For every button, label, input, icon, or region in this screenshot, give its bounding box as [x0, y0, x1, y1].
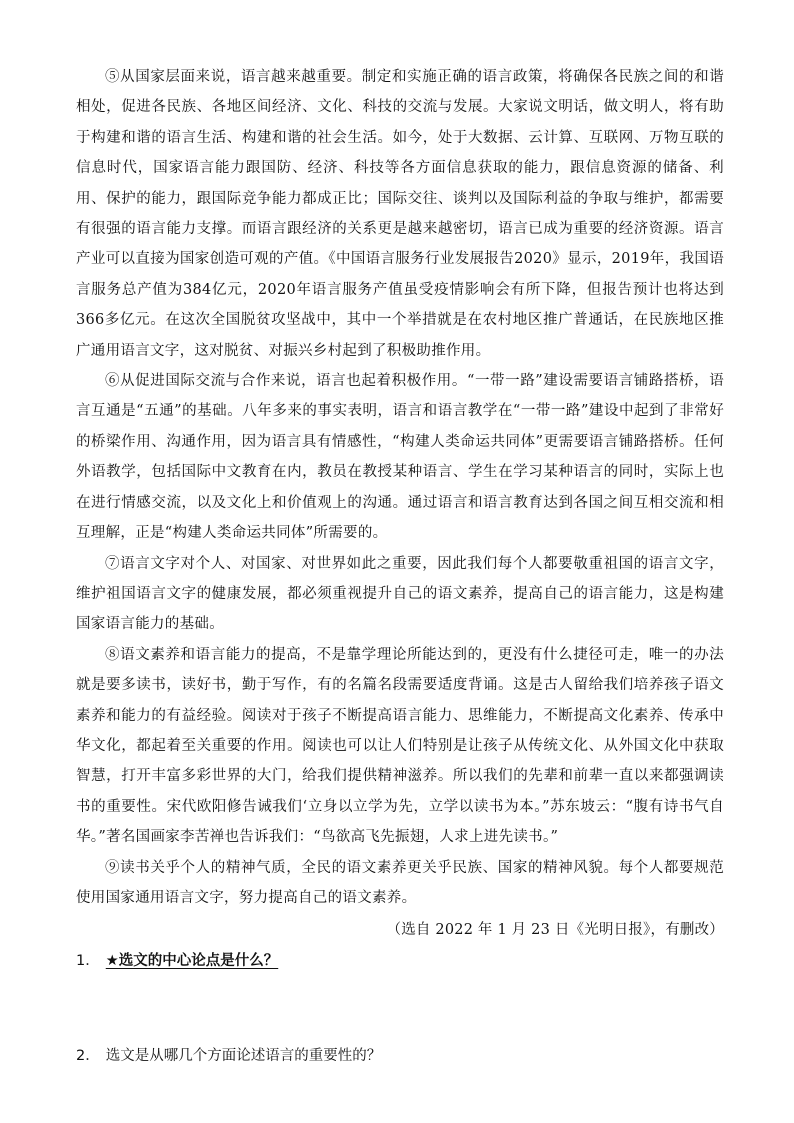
- question-2-number: 2．: [76, 1048, 100, 1065]
- paragraph-7: ⑦语言文字对个人、对国家、对世界如此之重要，因此我们每个人都要敬重祖国的语言文字，维护祖国语言文字的健康发展，都必须重视提升自己的语文素养，提高自己的语言能力，这是构建国家语言能力的基础。: [76, 555, 724, 633]
- paragraph-5: ⑤从国家层面来说，语言越来越重要。制定和实施正确的语言政策，将确保各民族之间的和谐相处，促进各民族、各地区间经济、文化、科技的交流与发展。大家说文明话，做文明人，将有助于构建和谐的语言生活、构建和谐的社会生活。如今，处于大数据、云计算、互联网、万物互联的信息时代，国家语言能力跟国防、经济、科技等各方面信息获取的能力，跟信息资源的储备、利用、保护的能力，跟国际竞争能力都成正比；国际交往、谈判以及国际利益的争取与维护，都需要有很强的语言能力支撑。而语言跟经济的关系更是越来越密切，语言已成为重要的经济资源。语言产业可以直接为国家创造可观的产值。《中国语言服务行业发展报告2020》显示，2019年，我国语言服务总产值为384亿元，2020年语言服务产值虽受疫情影响会有所下降，但报告预计也将达到366多亿元。在这次全国脱贫攻坚战中，其中一个举措就是在农村地区推广普通话，在民族地区推广通用语言文字，这对脱贫、对振兴乡村起到了积极助推作用。: [76, 69, 724, 359]
- source-citation: （选自 2022 年 1 月 23 日《光明日报》，有删改）: [386, 922, 724, 939]
- paragraph-6: ⑥从促进国际交流与合作来说，语言也起着积极作用。“一带一路”建设需要语言铺路搭桥，语言互通是“五通”的基础。八年多来的事实表明，语言和语言教学在“一带一路”建设中起到了非常好的桥梁作用、沟通作用，因为语言具有情感性，“构建人类命运共同体”更需要语言铺路搭桥。任何外语教学，包括国际中文教育在内，教员在教授某种语言、学生在学习某种语言的同时，实际上也在进行情感交流，以及文化上和价值观上的沟通。通过语言和语言教育达到各国之间互相交流和相互理解，正是“构建人类命运共同体”所需要的。: [76, 373, 724, 542]
- paragraph-9: ⑨读书关乎个人的精神气质，全民的语文素养更关乎民族、国家的精神风貌。每个人都要规范使用国家通用语言文字，努力提高自己的语文素养。: [76, 859, 724, 906]
- question-1: [76, 949, 724, 973]
- paragraph-8: ⑧语文素养和语言能力的提高，不是靠学理论所能达到的，更没有什么捷径可走，唯一的办法就是要多读书，读好书，勤于写作，有的名篇名段需要适度背诵。这是古人留给我们培养孩子语文素养和能力的有益经验。阅读对于孩子不断提高语言能力、思维能力，不断提高文化素养、传承中华文化，都起着至关重要的作用。阅读也可以让人们特别是让孩子从传统文化、从外国文化中获取智慧，打开丰富多彩世界的大门，给我们提供精神滋养。所以我们的先辈和前辈一直以来都强调读书的重要性。宋代欧阳修告诫我们‘立身以立学为先，立学以读书为本。”苏东坡云：“腹有诗书气自华。”著名国画家李苦禅也告诉我们：“鸟欲高飞先振翅，人求上进先读书。”: [76, 646, 724, 846]
- document-page: [76, 62, 724, 1068]
- question-2-text: 选文是从哪几个方面论述语言的重要性的？: [105, 1048, 382, 1065]
- question-2: [76, 1044, 724, 1068]
- question-1-text: ★选文的中心论点是什么？: [105, 953, 279, 970]
- question-1-number: 1．: [76, 953, 100, 970]
